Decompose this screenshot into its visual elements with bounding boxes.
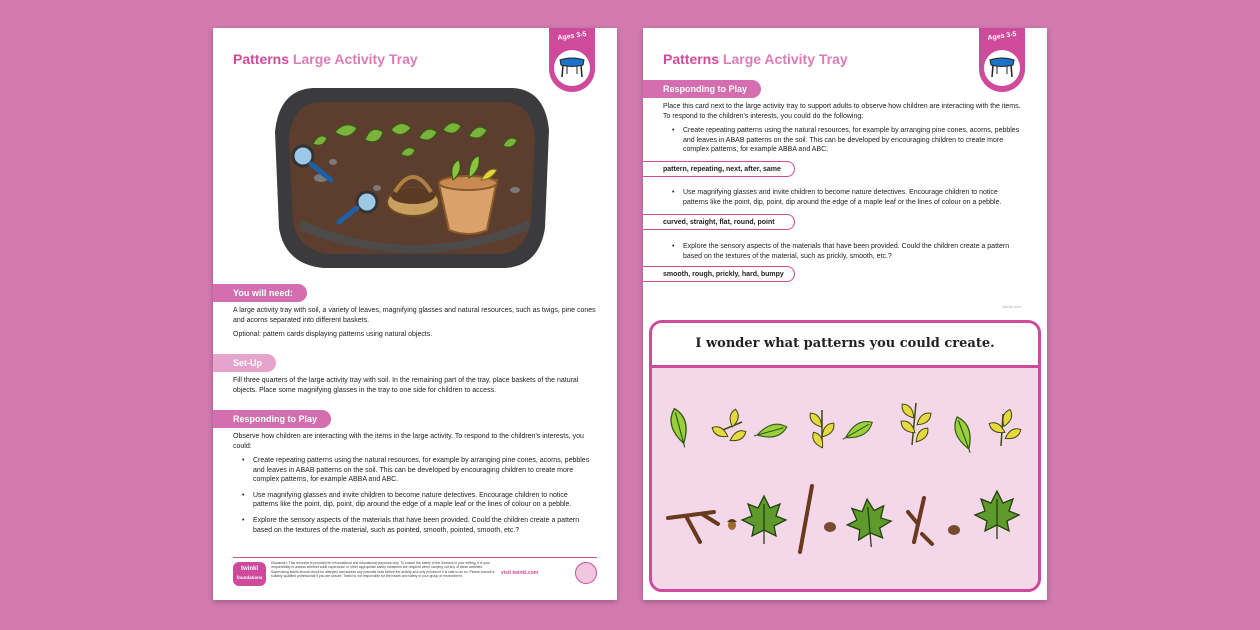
leaf-icon xyxy=(742,496,786,544)
leaf-icon xyxy=(752,421,788,441)
responding-item-1 xyxy=(683,126,1025,161)
title-bold: Patterns xyxy=(233,51,290,67)
footer-badge-icon xyxy=(575,562,597,584)
responding-intro: Place this card next to the large activity tray to support adults to observe how children are interacting with the items. To respond to the children's interests, you could do the following: xyxy=(663,103,1021,120)
age-badge xyxy=(979,28,1025,92)
wonder-card xyxy=(649,320,1041,592)
age-badge xyxy=(549,28,595,92)
pattern-items xyxy=(652,368,1038,589)
acorn-icon xyxy=(727,519,737,530)
leaf-icon xyxy=(668,407,692,449)
title-light: Large Activity Tray xyxy=(722,51,848,67)
responding-intro: Observe how children are interacting with the items in the large activity. To respond to the children's interests, you could: xyxy=(233,433,584,450)
twig-icon xyxy=(668,512,718,542)
page-title xyxy=(233,51,418,67)
responding-list xyxy=(253,456,595,541)
leaf-icon xyxy=(840,417,875,444)
tray-icon xyxy=(558,55,586,79)
setup-heading: Set-Up xyxy=(213,354,276,372)
list-item: • Use magnifying glasses and invite children to become nature detectives. Encourage children to notice patterns like the point, dip, point, dip around the edge of a maple leaf or the lines of colour on a pebble. xyxy=(683,188,1025,207)
activity-card-front xyxy=(213,28,617,600)
list-item: • Use magnifying glasses and invite children to become nature detectives. Encourage children to notice patterns like the point, dip, point, dip around the edge of a maple leaf or the lines of colour on a pebble. xyxy=(253,491,595,510)
title-light: Large Activity Tray xyxy=(292,51,418,67)
leaf-icon xyxy=(807,410,837,450)
age-label: Ages 3-5 xyxy=(557,31,587,42)
setup-text: Fill three quarters of the large activity tray with soil. In the remaining part of the tray, place baskets of the natural objects. Place some magnifying glasses in the tray to one side for children to access. xyxy=(233,377,579,394)
wonder-title: I wonder what patterns you could create. xyxy=(652,323,1038,368)
you-will-need-heading: You will need: xyxy=(213,284,307,302)
vocab-box: pattern, repeating, next, after, same xyxy=(643,161,795,177)
footer xyxy=(233,557,597,588)
responding-heading: Responding to Play xyxy=(213,410,331,428)
leaf-icon xyxy=(845,497,893,549)
leaf-icon xyxy=(710,408,748,444)
age-label: Ages 3-5 xyxy=(987,31,1017,42)
page-number: twinkl.com xyxy=(1002,304,1021,309)
disclaimer: Disclaimer: This resource is provided for informational and educational purposes only. To ensure the safety of the learners in your setting, it is your responsibility to assess whether adult supervision or other appropriate safety measures are required when carrying out any of these activities. Supervising adults should check for allergies and assess any potential risks before the activity and only proceed if it is safe to do so. Please consult a suitably qualified professional if you are unsure. Twinkl is not responsible for the health and safety of your group or environment. xyxy=(271,561,495,579)
leaf-icon xyxy=(975,491,1019,539)
activity-card-back xyxy=(643,28,1047,600)
list-item: • Explore the sensory aspects of the materials that have been provided. Could the children create a pattern based on the textures of the material, such as pointed, smooth, pointed, smooth, etc.? xyxy=(253,516,595,535)
vocab-box: smooth, rough, prickly, hard, bumpy xyxy=(643,266,795,282)
page-title xyxy=(663,51,848,67)
responding-item-3 xyxy=(683,242,1025,267)
tray-icon xyxy=(988,55,1016,79)
list-item: • Explore the sensory aspects of the materials that have been provided. Could the children create a pattern based on the textures of the material, such as prickly, smooth, etc.? xyxy=(683,242,1025,261)
pebble-icon xyxy=(948,525,960,535)
you-will-need-text: A large activity tray with soil, a variety of leaves, magnifying glasses and natural resources, such as twigs, pine cones and acorns separated into different baskets. xyxy=(233,307,596,324)
leaf-icon xyxy=(987,408,1023,446)
twig-icon xyxy=(800,486,812,552)
vocab-box: curved, straight, flat, round, point xyxy=(643,214,795,230)
leaf-icon xyxy=(899,402,934,445)
list-item: • Create repeating patterns using the natural resources, for example by arranging pine cones, acorns, pebbles and leaves in ABAB patterns on the soil. This can be developed by encouraging children to create more complex patterns, for example ABBA and ABC. xyxy=(683,126,1025,155)
pebble-icon xyxy=(824,522,836,532)
list-item: • Create repeating patterns using the natural resources, for example by arranging pine cones, acorns, pebbles and leaves in ABAB patterns on the soil. This can be developed by encouraging children to create more complex patterns, for example ABBA and ABC. xyxy=(253,456,595,485)
twinkl-logo: twinkl foundations xyxy=(233,562,266,586)
twig-icon xyxy=(908,498,932,544)
responding-item-2 xyxy=(683,188,1025,213)
optional-text: Optional: pattern cards displaying patterns using natural objects. xyxy=(233,331,433,338)
site-link[interactable]: visit twinkl.com xyxy=(501,570,539,576)
leaf-icon xyxy=(951,415,976,455)
title-bold: Patterns xyxy=(663,51,720,67)
activity-tray-illustration xyxy=(273,80,553,272)
responding-heading: Responding to Play xyxy=(643,80,761,98)
